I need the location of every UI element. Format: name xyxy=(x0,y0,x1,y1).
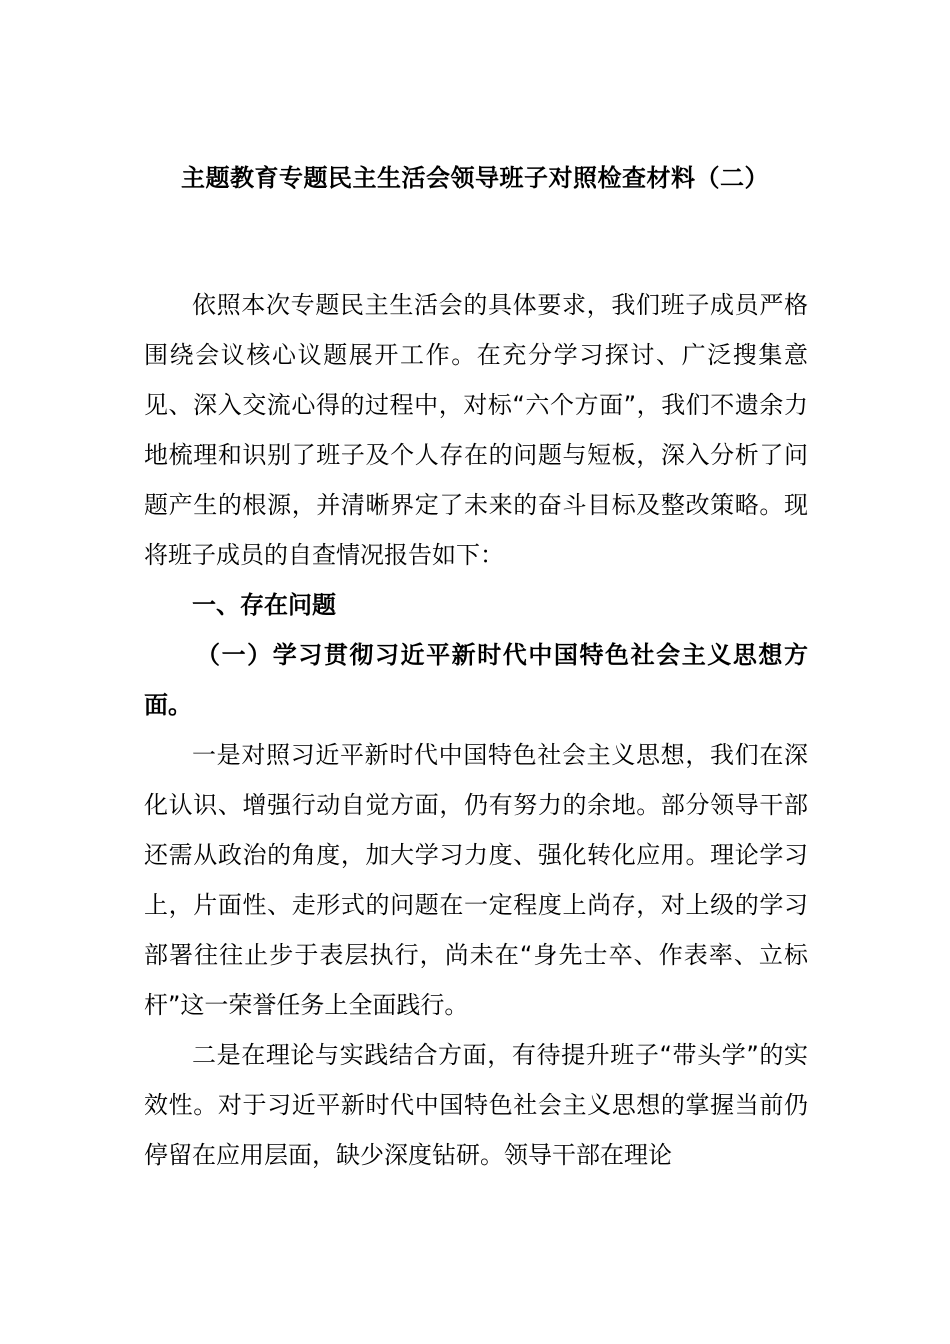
paragraph-intro: 依照本次专题民主生活会的具体要求，我们班子成员严格围绕会议核心议题展开工作。在充分学习探讨、广泛搜集意见、深入交流心得的过程中，对标“六个方面”，我们不遗余力地梳理和识别了班子及个人存在的问题与短板，深入分析了问题产生的根源，并清晰界定了未来的奋斗目标及整改策略。现将班子成员的自查情况报告如下： xyxy=(144,291,808,569)
paragraph-point-two: 二是在理论与实践结合方面，有待提升班子“带头学”的实效性。对于习近平新时代中国特色社会主义思想的掌握当前仍停留在应用层面，缺少深度钻研。领导干部在理论 xyxy=(144,1041,808,1169)
document-body xyxy=(144,280,808,1180)
document-title: 主题教育专题民主生活会领导班子对照检查材料（二） xyxy=(181,164,769,192)
subsection-heading: （一）学习贯彻习近平新时代中国特色社会主义思想方面。 xyxy=(144,641,808,719)
paragraph-point-one: 一是对照习近平新时代中国特色社会主义思想，我们在深化认识、增强行动自觉方面，仍有努力的余地。部分领导干部还需从政治的角度，加大学习力度、强化转化应用。理论学习上，片面性、走形式的问题在一定程度上尚存，对上级的学习部署往往止步于表层执行，尚未在“身先士卒、作表率、立标杆”这一荣誉任务上全面践行。 xyxy=(144,741,808,1019)
section-heading: 一、存在问题 xyxy=(192,591,336,619)
